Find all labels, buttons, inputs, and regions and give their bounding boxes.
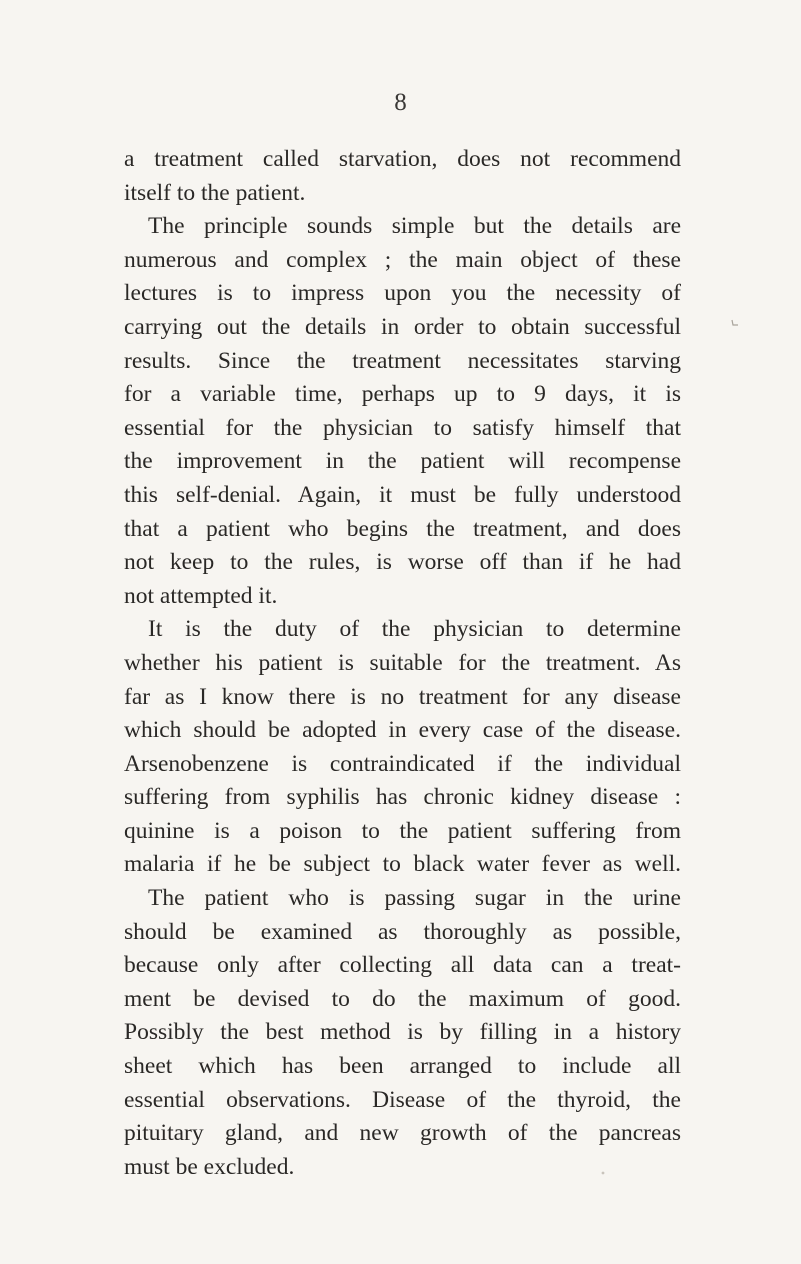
text-line: The patient who is passing sugar in the urine: [148, 885, 681, 912]
text-line: The principle sounds simple but the details are: [148, 213, 681, 240]
text-line: essential observations. Disease of the thyroid, the: [124, 1086, 681, 1113]
page-number: 8: [394, 89, 407, 116]
text-line: numerous and complex ; the main object of these: [124, 246, 681, 273]
text-line: It is the duty of the physician to determine: [148, 616, 681, 643]
text-line: sheet which has been arranged to include all: [124, 1053, 681, 1080]
text-line: suffering from syphilis has chronic kidney disease :: [124, 784, 681, 811]
text-line: not keep to the rules, is worse off than if he had: [124, 549, 681, 576]
text-line: results. Since the treatment necessitates starving: [124, 347, 681, 374]
text-line: pituitary gland, and new growth of the pancreas: [124, 1120, 681, 1147]
text-line: Arsenobenzene is contraindicated if the individual: [124, 750, 681, 777]
paper-speck-mark: [730, 318, 740, 328]
text-line: whether his patient is suitable for the treatment. As: [124, 649, 681, 676]
text-line: quinine is a poison to the patient suffering from: [124, 817, 681, 844]
text-line: far as I know there is no treatment for any disease: [124, 683, 681, 710]
text-line: the improvement in the patient will recompense: [124, 448, 681, 475]
text-line: itself to the patient.: [124, 179, 306, 206]
text-line: that a patient who begins the treatment, and does: [124, 515, 681, 542]
text-line: ment be devised to do the maximum of good.: [124, 985, 681, 1012]
text-line: this self-denial. Again, it must be fully understood: [124, 481, 681, 508]
text-line: malaria if he be subject to black water fever as well.: [124, 851, 681, 878]
text-line: Possibly the best method is by filling in a history: [124, 1019, 681, 1046]
paper-speck-dot: [600, 1170, 606, 1176]
text-line: because only after collecting all data can a treat-: [124, 952, 681, 979]
text-line: not attempted it.: [124, 582, 278, 609]
text-line: carrying out the details in order to obtain successful: [124, 313, 681, 340]
text-line: a treatment called starvation, does not recommend: [124, 146, 681, 172]
text-line: must be excluded.: [124, 1153, 295, 1180]
body-text: [124, 143, 681, 1184]
text-line: which should be adopted in every case of the disease.: [124, 717, 681, 744]
text-line: should be examined as thoroughly as possible,: [124, 918, 681, 945]
text-line: essential for the physician to satisfy himself that: [124, 414, 681, 441]
text-line: for a variable time, perhaps up to 9 days, it is: [124, 381, 681, 408]
text-line: lectures is to impress upon you the necessity of: [124, 280, 681, 307]
